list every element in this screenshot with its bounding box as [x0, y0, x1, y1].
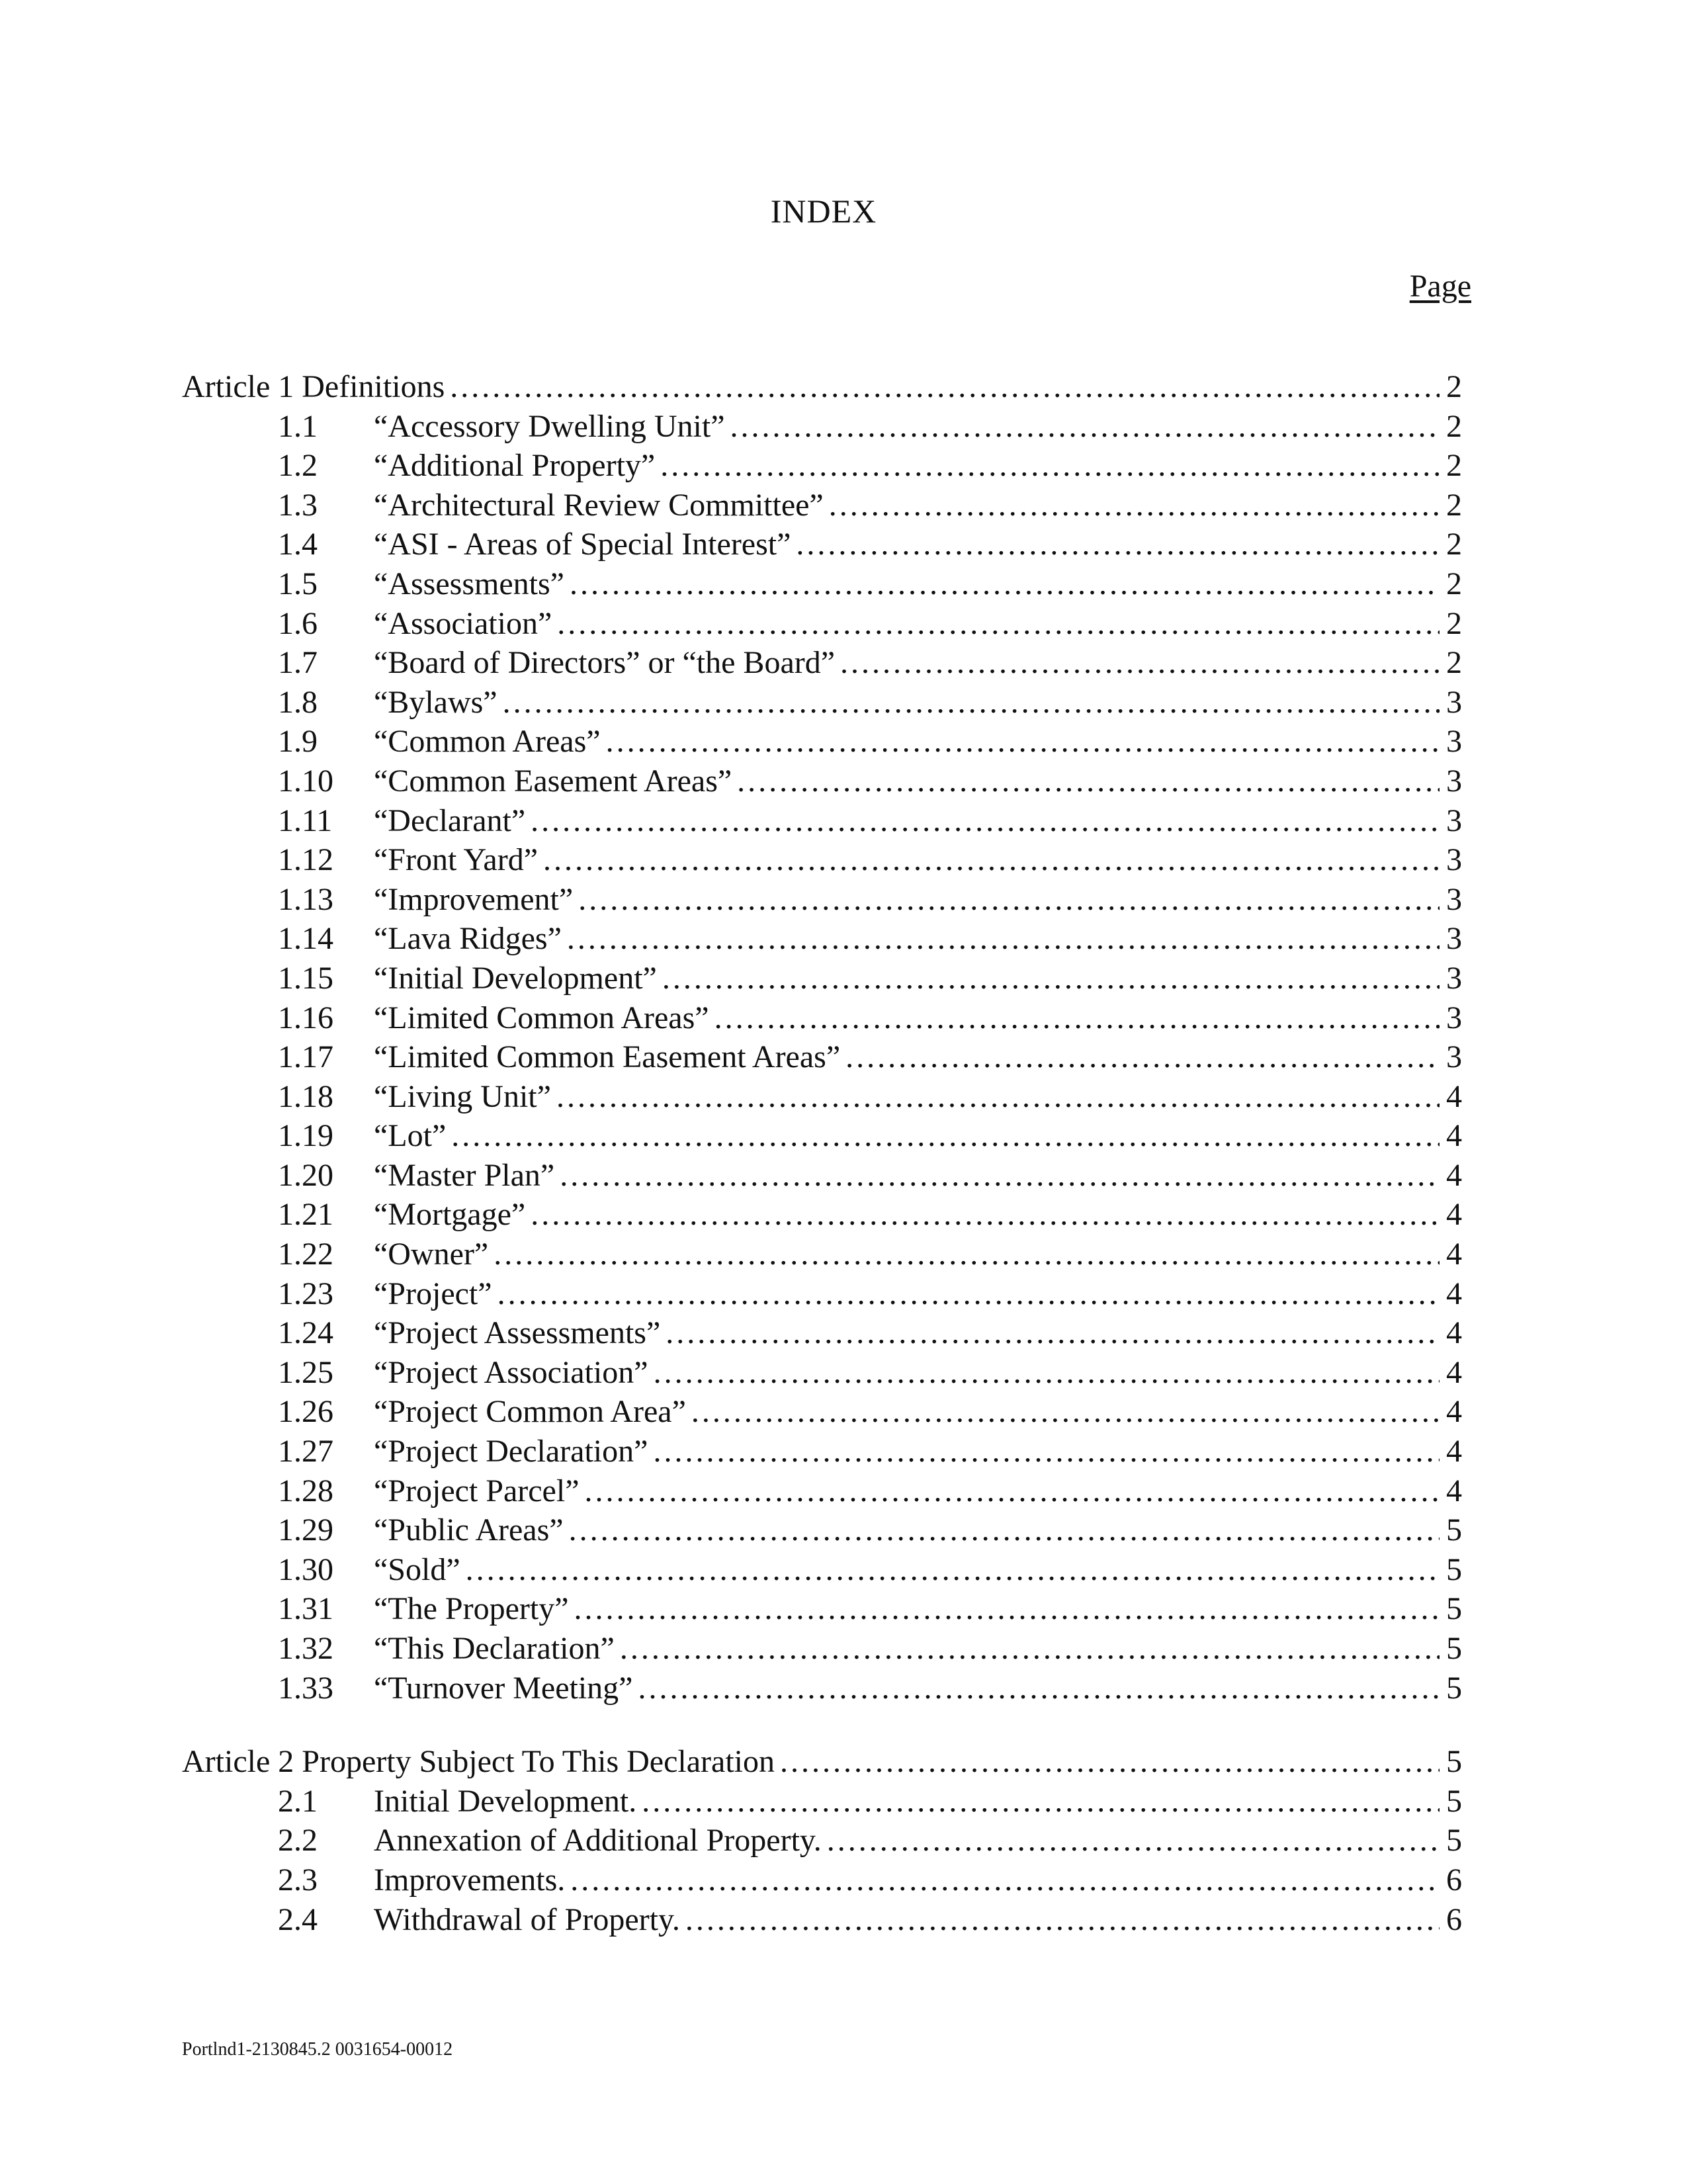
- toc-page-number: 4: [1446, 1473, 1462, 1508]
- page-column-header: Page: [1409, 269, 1471, 304]
- toc-section-row: [182, 1000, 1462, 1039]
- toc-section-number: 2.1: [278, 1783, 318, 1819]
- toc-section-row: [182, 566, 1462, 605]
- toc-page-number: 2: [1446, 605, 1462, 641]
- toc-dot-leader: [557, 605, 1440, 642]
- toc-section-label: “Project Assessments”: [374, 1315, 661, 1351]
- toc-dot-leader: [638, 1670, 1440, 1706]
- toc-section-row: [182, 1157, 1462, 1197]
- toc-section-label: “Master Plan”: [374, 1157, 555, 1193]
- toc-section-row: [182, 1315, 1462, 1354]
- toc-page-number: 4: [1446, 1354, 1462, 1390]
- toc-section-number: 1.3: [278, 487, 318, 523]
- toc-section-row: [182, 1078, 1462, 1118]
- toc-section-number: 1.26: [278, 1394, 333, 1430]
- toc-dot-leader: [497, 1276, 1440, 1312]
- toc-section-row: [182, 1393, 1462, 1433]
- toc-section-row: [182, 408, 1462, 448]
- toc-page-number: 4: [1446, 1078, 1462, 1114]
- toc-page-number: 5: [1446, 1823, 1462, 1858]
- toc-section-label: “Initial Development”: [374, 960, 657, 996]
- toc-section-label: “Project Declaration”: [374, 1434, 648, 1469]
- toc-dot-leader: [556, 1078, 1440, 1115]
- toc-page-number: 4: [1446, 1434, 1462, 1469]
- toc-page-number: 3: [1446, 763, 1462, 799]
- toc-section-label: “Project Association”: [374, 1354, 648, 1390]
- toc-article-heading: Article 2 Property Subject To This Declaration: [182, 1744, 775, 1780]
- toc-section-number: 1.12: [278, 842, 333, 878]
- toc-dot-leader: [569, 1512, 1440, 1548]
- toc-page-number: 4: [1446, 1276, 1462, 1311]
- toc-section-label: Annexation of Additional Property.: [374, 1823, 822, 1858]
- toc-section-label: “Declarant”: [374, 803, 526, 838]
- toc-section-label: “Public Areas”: [374, 1512, 564, 1548]
- toc-section-row: [182, 487, 1462, 527]
- toc-section-label: “Project”: [374, 1276, 492, 1311]
- toc-section-row: [182, 1591, 1462, 1630]
- toc-dot-leader: [714, 1000, 1440, 1036]
- toc-section-label: “This Declaration”: [374, 1631, 615, 1666]
- toc-section-label: “Improvement”: [374, 881, 574, 917]
- toc-page-number: 3: [1446, 1000, 1462, 1035]
- toc-page-number: 3: [1446, 803, 1462, 838]
- toc-section-row: [182, 1512, 1462, 1551]
- toc-dot-leader: [666, 1315, 1440, 1351]
- toc-section-row: [182, 1783, 1462, 1823]
- toc-dot-leader: [780, 1743, 1440, 1780]
- toc-dot-leader: [450, 369, 1440, 405]
- toc-dot-leader: [531, 1196, 1440, 1233]
- toc-section-row: [182, 644, 1462, 684]
- toc-section-label: Initial Development.: [374, 1783, 637, 1819]
- toc-dot-leader: [654, 1354, 1440, 1391]
- toc-page-number: 2: [1446, 487, 1462, 523]
- toc-section-row: [182, 842, 1462, 881]
- toc-page-number: 5: [1446, 1512, 1462, 1548]
- toc-page-number: 2: [1446, 369, 1462, 404]
- toc-section-label: “Bylaws”: [374, 684, 497, 720]
- toc-dot-leader: [660, 447, 1440, 484]
- section-gap: [182, 1709, 1462, 1743]
- toc-section-label: “Limited Common Areas”: [374, 1000, 709, 1035]
- toc-section-number: 2.2: [278, 1823, 318, 1858]
- toc-dot-leader: [503, 684, 1440, 721]
- toc-section-number: 1.18: [278, 1078, 333, 1114]
- toc-dot-leader: [829, 487, 1440, 523]
- toc-dot-leader: [642, 1783, 1440, 1819]
- toc-section-row: [182, 1039, 1462, 1078]
- toc-section-number: 1.16: [278, 1000, 333, 1035]
- toc-page-number: 2: [1446, 527, 1462, 562]
- toc-page-number: 5: [1446, 1783, 1462, 1819]
- toc-section-label: Improvements.: [374, 1862, 566, 1898]
- toc-section-number: 1.2: [278, 448, 318, 484]
- toc-section-row: [182, 960, 1462, 1000]
- toc-dot-leader: [606, 723, 1440, 760]
- toc-section-row: [182, 763, 1462, 803]
- toc-page-number: 3: [1446, 960, 1462, 996]
- toc-section-number: 1.17: [278, 1039, 333, 1075]
- toc-section-row: [182, 1276, 1462, 1315]
- toc-section-number: 1.32: [278, 1631, 333, 1666]
- toc-section-row: [182, 803, 1462, 842]
- toc-section-label: “Accessory Dwelling Unit”: [374, 408, 725, 444]
- toc-page-number: 3: [1446, 684, 1462, 720]
- toc-page-number: 2: [1446, 448, 1462, 484]
- toc-page-number: 3: [1446, 881, 1462, 917]
- toc-section-number: 2.4: [278, 1901, 318, 1937]
- toc-dot-leader: [685, 1901, 1440, 1938]
- toc-section-label: “Turnover Meeting”: [374, 1670, 633, 1706]
- toc-section-label: “Project Parcel”: [374, 1473, 580, 1508]
- toc-section-number: 1.9: [278, 724, 318, 760]
- toc-section-label: “Assessments”: [374, 566, 564, 601]
- toc-section-row: [182, 605, 1462, 645]
- toc-section-label: “Living Unit”: [374, 1078, 551, 1114]
- toc-section-label: “Additional Property”: [374, 448, 656, 484]
- toc-section-number: 1.1: [278, 408, 318, 444]
- toc-dot-leader: [570, 1862, 1440, 1898]
- toc-section-row: [182, 1354, 1462, 1394]
- document-footer-code: Portlnd1-2130845.2 0031654-00012: [182, 2039, 453, 2060]
- page-title: INDEX: [770, 193, 877, 230]
- toc-section-number: 1.28: [278, 1473, 333, 1508]
- toc-section-row: [182, 1196, 1462, 1236]
- toc-page-number: 4: [1446, 1315, 1462, 1351]
- toc-section-label: “Mortgage”: [374, 1197, 526, 1233]
- toc-page-number: 3: [1446, 1039, 1462, 1075]
- toc-section-number: 1.11: [278, 803, 333, 838]
- toc-page-number: 5: [1446, 1631, 1462, 1666]
- toc-section-label: “Project Common Area”: [374, 1394, 686, 1430]
- toc-page-number: 4: [1446, 1118, 1462, 1154]
- toc-dot-leader: [531, 803, 1440, 839]
- toc-page-number: 5: [1446, 1670, 1462, 1706]
- toc-section-number: 1.33: [278, 1670, 333, 1706]
- toc-section-label: “Common Easement Areas”: [374, 763, 732, 799]
- toc-section-number: 1.22: [278, 1237, 333, 1272]
- toc-section-row: [182, 1433, 1462, 1473]
- toc-section-row: [182, 1670, 1462, 1710]
- toc-section-row: [182, 1551, 1462, 1591]
- toc-article-heading: Article 1 Definitions: [182, 369, 445, 404]
- toc-section-row: [182, 1236, 1462, 1276]
- toc-section-row: [182, 447, 1462, 487]
- toc-section-label: “Board of Directors” or “the Board”: [374, 645, 836, 681]
- toc-section-number: 1.13: [278, 881, 333, 917]
- toc-dot-leader: [620, 1630, 1440, 1667]
- toc-section-row: [182, 684, 1462, 724]
- toc-section-row: [182, 1901, 1462, 1941]
- toc-page-number: 4: [1446, 1237, 1462, 1272]
- toc-dot-leader: [691, 1393, 1440, 1430]
- toc-page-number: 5: [1446, 1744, 1462, 1780]
- toc-section-label: “Lava Ridges”: [374, 921, 562, 957]
- toc-section-label: “Front Yard”: [374, 842, 538, 878]
- toc-section-row: [182, 920, 1462, 960]
- toc-page-number: 4: [1446, 1157, 1462, 1193]
- toc-dot-leader: [737, 763, 1440, 799]
- toc-dot-leader: [827, 1822, 1440, 1858]
- toc-dot-leader: [494, 1236, 1440, 1272]
- toc-section-number: 2.3: [278, 1862, 318, 1898]
- toc-dot-leader: [570, 566, 1440, 602]
- toc-section-number: 1.21: [278, 1197, 333, 1233]
- toc-page-number: 4: [1446, 1394, 1462, 1430]
- toc-dot-leader: [574, 1591, 1440, 1627]
- toc-dot-leader: [840, 644, 1440, 681]
- toc-dot-leader: [845, 1039, 1440, 1075]
- toc-dot-leader: [543, 842, 1440, 878]
- toc-dot-leader: [585, 1473, 1440, 1509]
- toc-section-row: [182, 723, 1462, 763]
- toc-page-number: 6: [1446, 1862, 1462, 1898]
- toc-section-number: 1.23: [278, 1276, 333, 1311]
- toc-section-number: 1.20: [278, 1157, 333, 1193]
- toc-section-number: 1.25: [278, 1354, 333, 1390]
- toc-section-number: 1.15: [278, 960, 333, 996]
- toc-section-row: [182, 1630, 1462, 1670]
- toc-section-number: 1.8: [278, 684, 318, 720]
- toc-section-number: 1.31: [278, 1591, 333, 1627]
- toc-page-number: 3: [1446, 921, 1462, 957]
- toc-page-number: 3: [1446, 724, 1462, 760]
- toc-section-label: “The Property”: [374, 1591, 569, 1627]
- toc-page-number: 6: [1446, 1901, 1462, 1937]
- toc-section-row: [182, 1862, 1462, 1901]
- toc-section-number: 1.6: [278, 605, 318, 641]
- toc-page-number: 5: [1446, 1551, 1462, 1587]
- toc-dot-leader: [578, 881, 1440, 918]
- toc-page-number: 3: [1446, 842, 1462, 878]
- table-of-contents: [182, 369, 1462, 1941]
- toc-section-row: [182, 526, 1462, 566]
- toc-section-label: “Architectural Review Committee”: [374, 487, 824, 523]
- toc-dot-leader: [662, 960, 1440, 996]
- toc-section-number: 1.19: [278, 1118, 333, 1154]
- toc-dot-leader: [730, 408, 1440, 445]
- toc-section-label: Withdrawal of Property.: [374, 1901, 680, 1937]
- toc-section-row: [182, 881, 1462, 921]
- toc-section-label: “Lot”: [374, 1118, 447, 1154]
- toc-page-number: 2: [1446, 408, 1462, 444]
- toc-section-number: 1.4: [278, 527, 318, 562]
- toc-section-row: [182, 1822, 1462, 1862]
- toc-section-number: 1.29: [278, 1512, 333, 1548]
- toc-section-number: 1.5: [278, 566, 318, 601]
- toc-section-row: [182, 1117, 1462, 1157]
- toc-section-label: “ASI - Areas of Special Interest”: [374, 527, 791, 562]
- toc-section-label: “Sold”: [374, 1551, 460, 1587]
- toc-section-label: “Association”: [374, 605, 552, 641]
- toc-section-number: 1.24: [278, 1315, 333, 1351]
- toc-dot-leader: [560, 1157, 1440, 1194]
- toc-section-label: “Owner”: [374, 1237, 489, 1272]
- toc-section-number: 1.7: [278, 645, 318, 681]
- toc-dot-leader: [466, 1551, 1440, 1588]
- toc-article-row: [182, 1743, 1462, 1783]
- toc-page-number: 2: [1446, 566, 1462, 601]
- toc-dot-leader: [653, 1433, 1440, 1469]
- toc-section-row: [182, 1473, 1462, 1512]
- toc-page-number: 4: [1446, 1197, 1462, 1233]
- toc-section-number: 1.10: [278, 763, 333, 799]
- toc-section-number: 1.30: [278, 1551, 333, 1587]
- toc-page-number: 2: [1446, 645, 1462, 681]
- toc-page-number: 5: [1446, 1591, 1462, 1627]
- toc-section-number: 1.27: [278, 1434, 333, 1469]
- toc-section-number: 1.14: [278, 921, 333, 957]
- toc-section-label: “Limited Common Easement Areas”: [374, 1039, 841, 1075]
- toc-dot-leader: [567, 920, 1440, 957]
- toc-section-label: “Common Areas”: [374, 724, 601, 760]
- toc-dot-leader: [796, 526, 1440, 562]
- toc-article-row: [182, 369, 1462, 408]
- toc-dot-leader: [451, 1117, 1440, 1154]
